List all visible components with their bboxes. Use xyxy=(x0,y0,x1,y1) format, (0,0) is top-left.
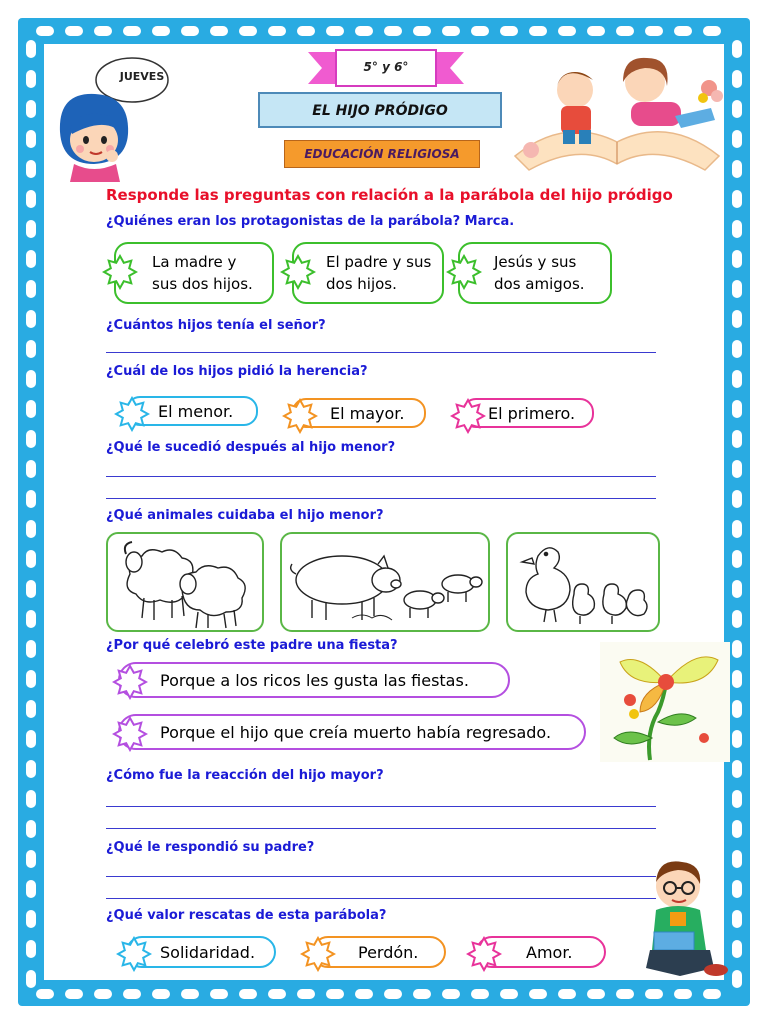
option-label: Solidaridad. xyxy=(160,942,256,962)
frame-dash xyxy=(732,160,742,178)
subject-label: EDUCACIÓN RELIGIOSA xyxy=(284,140,480,168)
frame-dash xyxy=(26,190,36,208)
star-icon xyxy=(102,254,138,290)
frame-dash xyxy=(442,989,460,999)
frame-dash xyxy=(26,130,36,148)
frame-dash xyxy=(26,220,36,238)
question-older-son-reaction: ¿Cómo fue la reacción del hijo mayor? xyxy=(106,768,384,783)
answer-line[interactable] xyxy=(106,498,656,499)
frame-dash xyxy=(26,70,36,88)
frame-dash xyxy=(732,790,742,808)
option-label: Porque el hijo que creía muerto había regresado. xyxy=(160,722,552,742)
answer-line[interactable] xyxy=(106,806,656,807)
option-label: El mayor. xyxy=(330,403,405,423)
frame-dash xyxy=(26,820,36,838)
frame-dash xyxy=(732,460,742,478)
frame-dash xyxy=(645,989,663,999)
frame-dash xyxy=(26,940,36,958)
option-line: El padre y sus xyxy=(326,253,432,271)
frame-dash xyxy=(94,26,112,36)
frame-dash xyxy=(26,880,36,898)
frame-dash xyxy=(26,730,36,748)
frame-dash xyxy=(732,670,742,688)
frame-dash xyxy=(239,989,257,999)
star-icon xyxy=(280,254,316,290)
frame-dash xyxy=(26,310,36,328)
frame-dash xyxy=(26,910,36,928)
frame-dash xyxy=(732,730,742,748)
frame-dash xyxy=(94,989,112,999)
star-icon xyxy=(300,936,336,972)
answer-line[interactable] xyxy=(106,898,656,899)
option-label: El menor. xyxy=(158,401,234,421)
lesson-title: EL HIJO PRÓDIGO xyxy=(258,92,502,128)
frame-dash xyxy=(732,910,742,928)
frame-dash xyxy=(65,26,83,36)
frame-dash xyxy=(26,460,36,478)
option-line: dos amigos. xyxy=(494,275,585,293)
frame-dash xyxy=(732,490,742,508)
frame-dash xyxy=(152,26,170,36)
frame-dash xyxy=(210,989,228,999)
frame-dash xyxy=(558,26,576,36)
flower-illustration xyxy=(600,642,730,762)
option-label: Perdón. xyxy=(358,942,419,962)
frame-dash xyxy=(529,989,547,999)
frame-dash xyxy=(732,550,742,568)
question-value: ¿Qué valor rescatas de esta parábola? xyxy=(106,908,387,923)
frame-dash xyxy=(732,850,742,868)
frame-dash xyxy=(732,340,742,358)
frame-dash xyxy=(36,26,54,36)
frame-dash xyxy=(123,989,141,999)
star-icon xyxy=(112,664,148,700)
frame-dash xyxy=(26,850,36,868)
day-label: JUEVES xyxy=(119,70,165,83)
question-why-party: ¿Por qué celebró este padre una fiesta? xyxy=(106,638,398,653)
frame-dash xyxy=(587,989,605,999)
frame-dash xyxy=(703,989,721,999)
frame-dash xyxy=(732,130,742,148)
frame-dash xyxy=(732,40,742,58)
frame-dash xyxy=(26,610,36,628)
frame-dash xyxy=(65,989,83,999)
option-line: Jesús y sus xyxy=(494,253,577,271)
frame-dash xyxy=(26,400,36,418)
frame-dash xyxy=(152,989,170,999)
frame-dash xyxy=(558,989,576,999)
frame-dash xyxy=(500,26,518,36)
frame-dash xyxy=(645,26,663,36)
option-ducks[interactable] xyxy=(506,532,660,632)
option-sheep[interactable] xyxy=(106,532,264,632)
frame-dash xyxy=(732,760,742,778)
frame-dash xyxy=(732,520,742,538)
frame-dash xyxy=(732,970,742,988)
frame-dash xyxy=(732,640,742,658)
question-what-happened: ¿Qué le sucedió después al hijo menor? xyxy=(106,440,396,455)
boy-reading-illustration xyxy=(636,852,732,980)
question-who-asked-inheritance: ¿Cuál de los hijos pidió la herencia? xyxy=(106,364,368,379)
frame-dash xyxy=(413,26,431,36)
option-line: La madre y xyxy=(152,253,237,271)
frame-dash xyxy=(442,26,460,36)
frame-dash xyxy=(587,26,605,36)
frame-dash xyxy=(471,989,489,999)
star-icon xyxy=(446,254,482,290)
frame-dash xyxy=(326,989,344,999)
frame-dash xyxy=(384,26,402,36)
frame-dash xyxy=(732,580,742,598)
option-rich-like-parties[interactable] xyxy=(118,662,510,698)
answer-line[interactable] xyxy=(106,352,656,353)
frame-dash xyxy=(529,26,547,36)
frame-dash xyxy=(268,26,286,36)
frame-dash xyxy=(268,989,286,999)
frame-dash xyxy=(732,190,742,208)
frame-dash xyxy=(732,400,742,418)
frame-dash xyxy=(674,989,692,999)
star-icon xyxy=(114,396,150,432)
frame-dash xyxy=(26,670,36,688)
frame-dash xyxy=(732,100,742,118)
question-which-animals: ¿Qué animales cuidaba el hijo menor? xyxy=(106,508,384,523)
frame-dash xyxy=(26,280,36,298)
frame-dash xyxy=(732,610,742,628)
pig-icon xyxy=(282,534,488,630)
answer-line[interactable] xyxy=(106,876,656,877)
frame-dash xyxy=(674,26,692,36)
frame-dash xyxy=(297,26,315,36)
frame-dash xyxy=(26,550,36,568)
frame-dash xyxy=(732,370,742,388)
children-reading-illustration xyxy=(505,46,730,176)
frame-dash xyxy=(123,26,141,36)
frame-dash xyxy=(210,26,228,36)
frame-dash xyxy=(26,160,36,178)
frame-dash xyxy=(26,40,36,58)
instruction-text: Responde las preguntas con relación a la parábola del hijo pródigo xyxy=(106,186,673,204)
option-label: Amor. xyxy=(526,942,573,962)
answer-line[interactable] xyxy=(106,476,656,477)
answer-line[interactable] xyxy=(106,828,656,829)
grade-label: 5° y 6° xyxy=(363,60,409,74)
frame-dash xyxy=(413,989,431,999)
frame-dash xyxy=(732,70,742,88)
star-icon xyxy=(112,716,148,752)
frame-dash xyxy=(732,880,742,898)
frame-dash xyxy=(732,220,742,238)
frame-dash xyxy=(500,989,518,999)
frame-dash xyxy=(239,26,257,36)
frame-dash xyxy=(471,26,489,36)
option-pigs[interactable] xyxy=(280,532,490,632)
option-son-returned[interactable] xyxy=(118,714,586,750)
frame-dash xyxy=(616,26,634,36)
star-icon xyxy=(466,936,502,972)
frame-dash xyxy=(732,820,742,838)
question-father-response: ¿Qué le respondió su padre? xyxy=(106,840,315,855)
frame-dash xyxy=(26,250,36,268)
frame-dash xyxy=(732,250,742,268)
option-mother-and-sons[interactable] xyxy=(114,242,274,304)
frame-dash xyxy=(355,989,373,999)
frame-dash xyxy=(181,26,199,36)
frame-dash xyxy=(26,760,36,778)
frame-dash xyxy=(326,26,344,36)
star-icon xyxy=(116,936,152,972)
option-label: Porque a los ricos les gusta las fiestas. xyxy=(160,670,469,690)
frame-dash xyxy=(26,640,36,658)
frame-dash xyxy=(732,940,742,958)
frame-dash xyxy=(26,490,36,508)
question-protagonists: ¿Quiénes eran los protagonistas de la parábola? Marca. xyxy=(106,214,515,229)
frame-dash xyxy=(36,989,54,999)
frame-dash xyxy=(26,430,36,448)
star-icon xyxy=(282,398,318,434)
frame-dash xyxy=(355,26,373,36)
frame-dash xyxy=(26,700,36,718)
star-icon xyxy=(450,398,486,434)
frame-dash xyxy=(703,26,721,36)
frame-dash xyxy=(297,989,315,999)
frame-dash xyxy=(384,989,402,999)
duck-icon xyxy=(508,534,658,630)
sheep-icon xyxy=(108,534,262,630)
frame-dash xyxy=(26,580,36,598)
frame-dash xyxy=(732,280,742,298)
option-line: sus dos hijos. xyxy=(152,275,253,293)
question-how-many-sons: ¿Cuántos hijos tenía el señor? xyxy=(106,318,326,333)
option-line: dos hijos. xyxy=(326,275,397,293)
frame-dash xyxy=(181,989,199,999)
frame-dash xyxy=(616,989,634,999)
frame-dash xyxy=(26,970,36,988)
option-label: El primero. xyxy=(488,403,576,423)
frame-dash xyxy=(26,100,36,118)
frame-dash xyxy=(732,310,742,328)
frame-dash xyxy=(732,430,742,448)
frame-dash xyxy=(26,340,36,358)
frame-dash xyxy=(26,370,36,388)
frame-dash xyxy=(26,520,36,538)
frame-dash xyxy=(26,790,36,808)
frame-dash xyxy=(732,700,742,718)
